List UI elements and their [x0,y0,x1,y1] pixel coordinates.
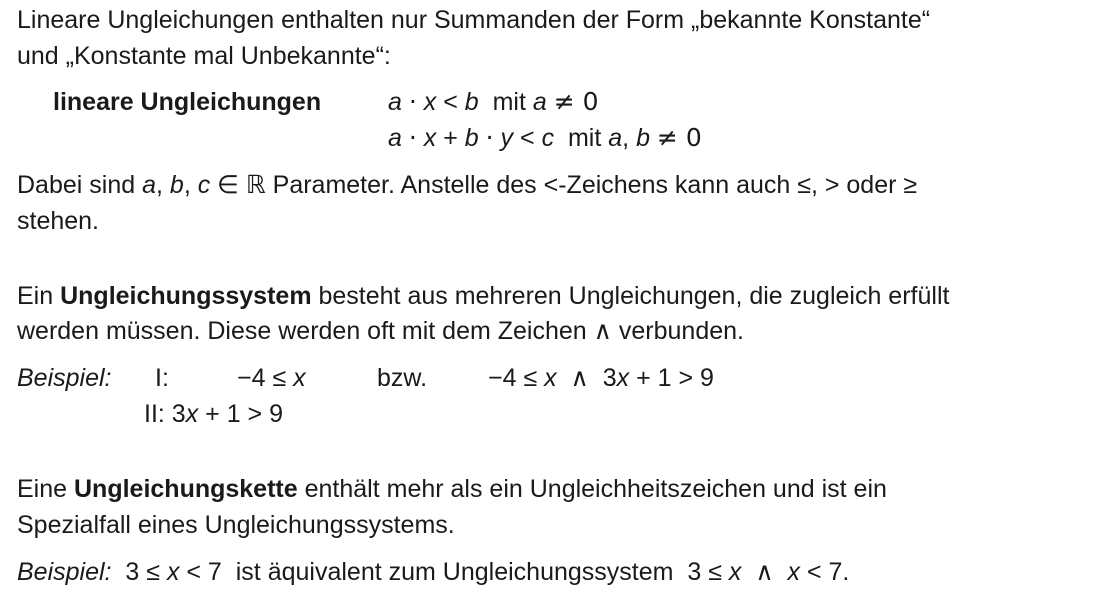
example-2-label: Beispiel: [17,558,112,586]
dot-operator: · [485,123,494,152]
var-x: x [293,364,306,392]
system-line-2: werden müssen. Diese werden oft mit dem Zeichen ∧ verbunden. [17,317,744,345]
ineq-pre: −4 ≤ [237,364,287,392]
dot-operator: · [408,123,417,152]
inequality-i [237,360,306,396]
linear-formula-2 [388,120,702,156]
var-a: a [388,88,402,116]
comma: , [622,124,630,152]
mit-word: mit [492,88,526,116]
param-a: a [142,171,156,199]
example-2-row [17,554,849,590]
cond-rest: ≠ 0 [553,87,599,116]
ineq-post: + 1 > 9 [636,364,714,392]
var-b: b [464,124,479,152]
linear-definition-label: lineare Ungleichungen [53,88,322,116]
equivalence-text: ist äquivalent zum Ungleichungssystem [235,558,674,586]
comma: , [156,171,163,199]
var-x: x [185,400,199,428]
mit-word: mit [567,124,602,152]
relation: < [443,88,458,116]
chain-pre: Eine [17,475,68,503]
var-x: x [544,364,557,392]
relation: < [520,124,535,152]
combined-inequality [488,360,714,396]
var-x: x [787,558,801,586]
cond-rest: ≠ 0 [656,123,702,152]
ineq-post: + 1 > 9 [205,400,284,428]
var-y: y [500,124,514,152]
var-x: x [423,88,437,116]
chain-post-part: < 7 [186,558,222,586]
term-ungleichungskette: Ungleichungskette [74,475,298,503]
var-b: b [464,88,479,116]
intro-line-2: und „Konstante mal Unbekannte“: [17,42,391,70]
example-1-label: Beispiel: [17,364,112,392]
system-pre: Ein [17,282,54,310]
var-x: x [166,558,180,586]
chain-post: enthält mehr als ein Ungleichheitszeichen und ist ein [304,475,887,503]
system-pre-part: 3 ≤ [687,558,722,586]
cond-var-a: a [608,124,623,152]
roman-i: I: [155,364,169,392]
intro-line-1: Lineare Ungleichungen enthalten nur Summanden der Form „bekannte Konstante“ [17,6,931,34]
chain-line-1 [17,471,887,507]
logical-and: ∧ [570,363,589,392]
plus: + [443,124,458,152]
var-a: a [388,124,402,152]
roman-ii-row [144,396,283,432]
params-line-2: stehen. [17,207,100,235]
cond-var-a: a [532,88,547,116]
params-line-1 [17,167,917,203]
term-ungleichungssystem: Ungleichungssystem [60,282,312,310]
params-pre: Dabei sind [17,171,136,199]
coefficient: 3 [602,364,617,392]
logical-and: ∧ [755,557,774,586]
system-post-part: < 7. [806,558,850,586]
chain-pre-part: 3 ≤ [125,558,160,586]
var-c: c [541,124,555,152]
coefficient: 3 [171,400,186,428]
cond-var-b: b [636,124,650,152]
roman-ii: II: [144,400,165,428]
params-post: ∈ ℝ Parameter. Anstelle des <-Zeichens kann auch ≤, > oder ≥ [217,171,918,199]
system-post: besteht aus mehreren Ungleichungen, die zugleich erfüllt [318,282,950,310]
ineq-pre: −4 ≤ [488,364,538,392]
linear-formula-1 [388,84,599,120]
var-x: x [728,558,742,586]
bzw-word: bzw. [377,364,428,392]
param-c: c [197,171,211,199]
dot-operator: · [408,87,417,116]
var-x: x [616,364,630,392]
system-line-1 [17,278,949,314]
chain-line-2: Spezialfall eines Ungleichungssystems. [17,511,455,539]
var-x: x [423,124,437,152]
param-b: b [169,171,184,199]
comma: , [183,171,191,199]
